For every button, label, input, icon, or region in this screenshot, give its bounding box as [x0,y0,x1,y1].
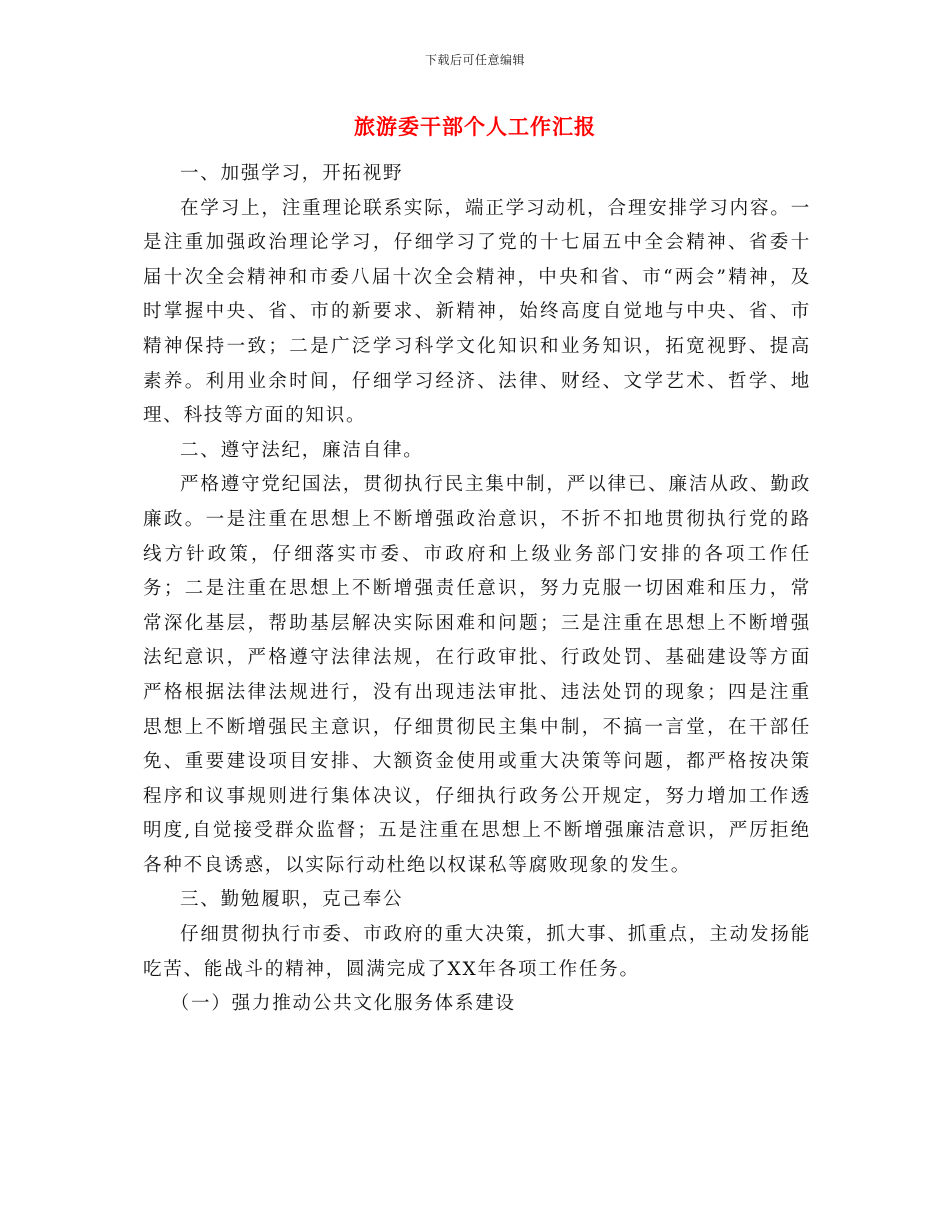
document-title: 旅游委干部个人工作汇报 [354,114,596,139]
section-heading-2: 二、遵守法纪，廉洁自律。 [180,439,424,461]
page-header: 下载后可任意编辑 [424,53,525,67]
section-heading-1: 一、加强学习，开拓视野 [180,163,404,184]
subsection-heading-1: （一）强力推动公共文化服务体系建设 [170,993,516,1015]
document-body [143,157,811,1022]
section-heading-3: 三、勤勉履职，克己奉公 [180,889,404,911]
body-paragraph-2: 严格遵守党纪国法，贯彻执行民主集中制，严以律已、廉洁从政、勤政廉政。一是注重在思想上不断增强政治意识，不折不扣地贯彻执行党的路线方针政策，仔细落实市委、市政府和上级业务部门安排的各项工作任务；二是注重在思想上不断增强责任意识，努力克服一切困难和压力，常常深化基层，帮助基层解决实际困难和问题；三是注重在思想上不断增强法纪意识，严格遵守法律法规，在行政审批、行政处罚、基础建设等方面严格根据法律法规进行，没有出现违法审批、违法处罚的现象；四是注重思想上不断增强民主意识，仔细贯彻民主集中制，不搞一言堂，在干部任免、重要建设项目安排、大额资金使用或重大决策等问题，都严格按决策程序和议事规则进行集体决议，仔细执行政务公开规定，努力增加工作透明度,自觉接受群众监督；五是注重在思想上不断增强廉洁意识，严厉拒绝各种不良诱惑，以实际行动杜绝以权谋私等腐败现象的发生。 [143,474,811,876]
body-paragraph-3: 仔细贯彻执行市委、市政府的重大决策，抓大事、抓重点，主动发扬能吃苦、能战斗的精神，圆满完成了XX年各项工作任务。 [143,924,811,980]
body-paragraph-1: 在学习上，注重理论联系实际，端正学习动机，合理安排学习内容。一是注重加强政治理论学习，仔细学习了党的十七届五中全会精神、省委十届十次全会精神和市委八届十次全会精神，中央和省、市“两会”精神，及时掌握中央、省、市的新要求、新精神，始终高度自觉地与中央、省、市精神保持一致；二是广泛学习科学文化知识和业务知识，拓宽视野、提高素养。利用业余时间，仔细学习经济、法律、财经、文学艺术、哲学、地理、科技等方面的知识。 [143,197,811,427]
